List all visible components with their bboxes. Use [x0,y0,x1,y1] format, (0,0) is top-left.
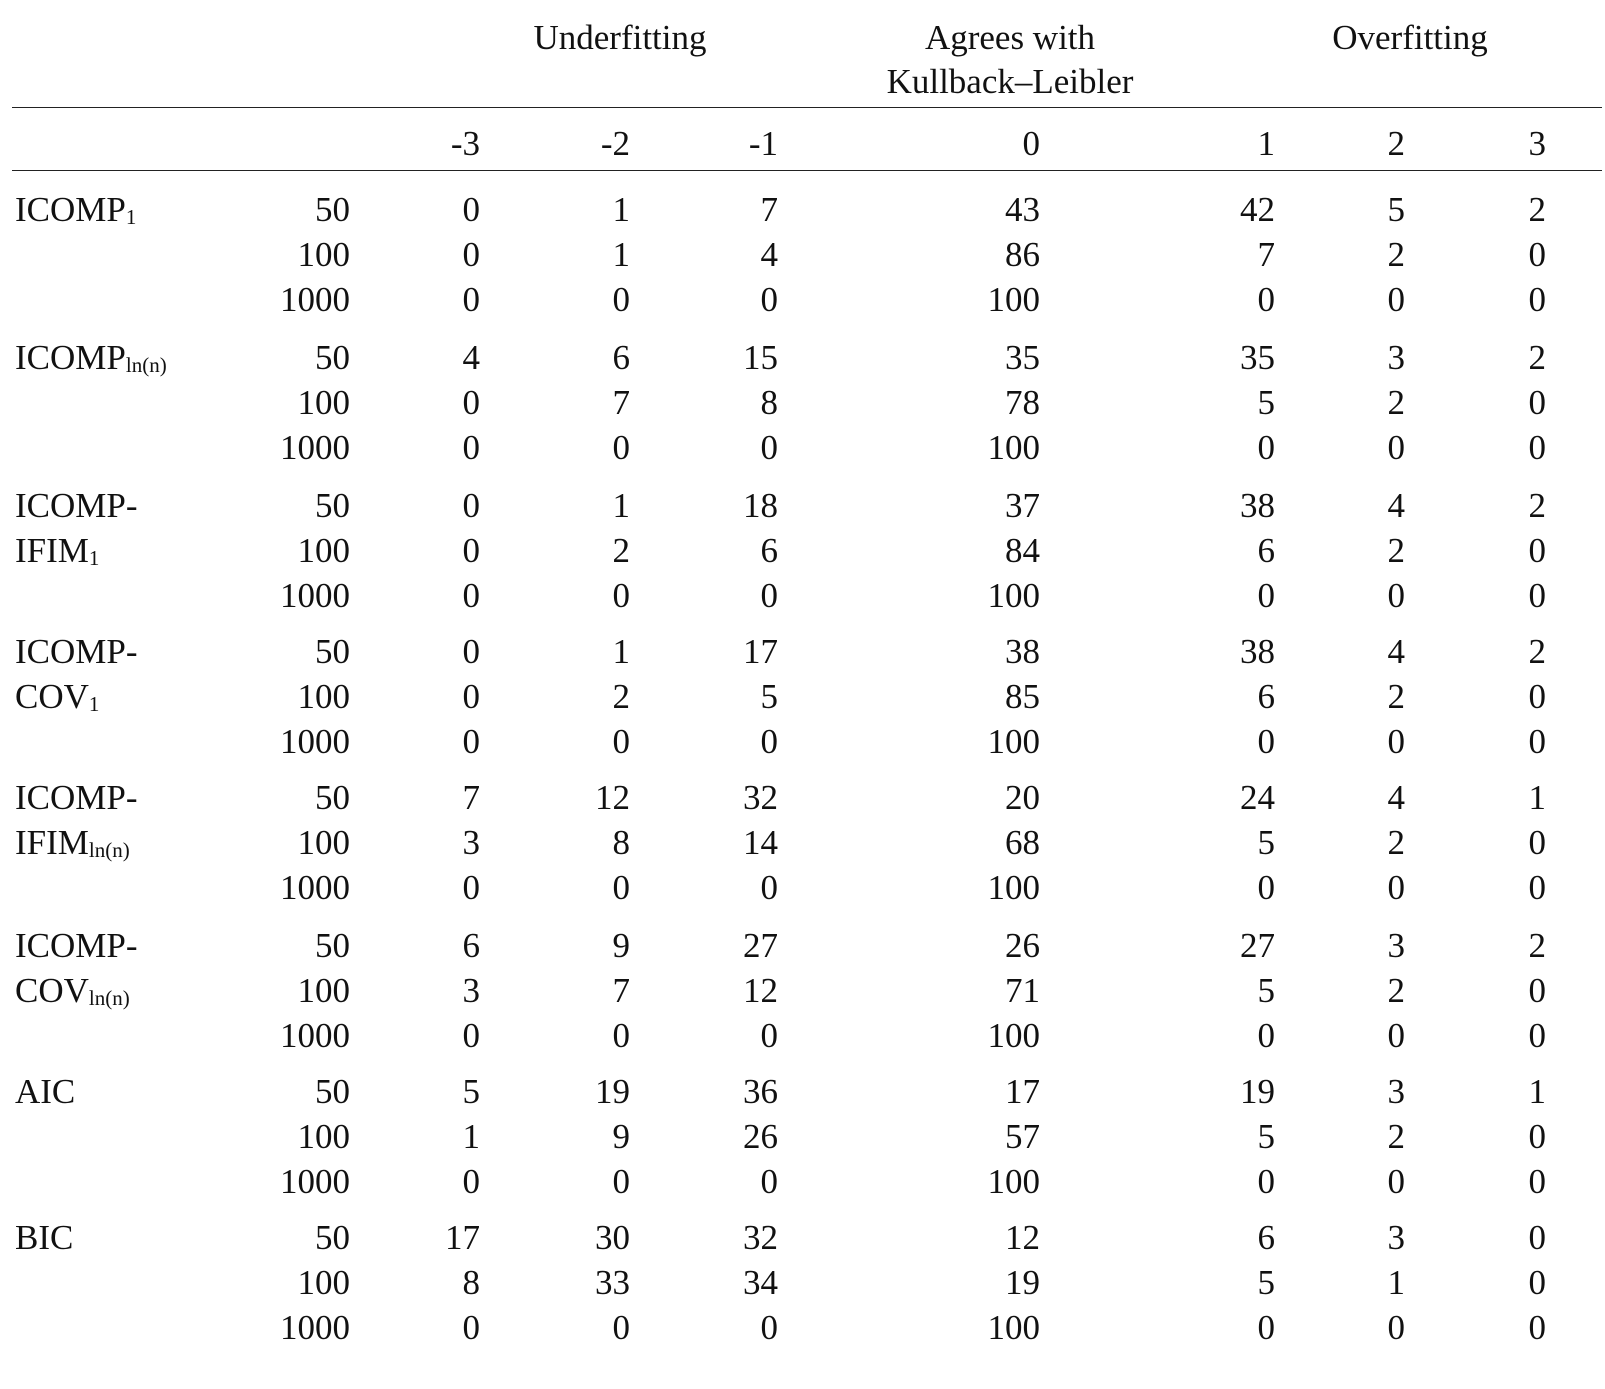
table-cell: 38 [1240,632,1275,671]
table-cell: 18 [743,486,778,525]
table-cell: 1 [612,632,630,671]
table-cell: 7 [760,190,778,229]
table-cell: 100 [987,280,1040,319]
table-cell: 4 [1387,486,1405,525]
criterion-label-main: IFIM [15,531,89,570]
criterion-label [15,190,136,237]
column-header: -2 [600,124,630,163]
table-cell: 0 [1528,280,1546,319]
table-cell: 34 [743,1263,778,1302]
table-cell: 3 [462,971,480,1010]
top-rule [12,107,1602,108]
table-cell: 6 [612,338,630,377]
table-cell: 0 [462,677,480,716]
table-cell: 0 [760,280,778,319]
table-cell: 24 [1240,778,1275,817]
criterion-label-subscript: ln(n) [88,838,130,862]
table-cell: 0 [760,576,778,615]
criterion-label-main: ICOMP- [15,632,138,671]
table-cell: 12 [1005,1218,1040,1257]
sample-size-cell: 1000 [280,280,350,319]
criterion-label-subscript: 1 [125,205,137,229]
table-cell: 0 [462,383,480,422]
criterion-label-main: ICOMP [15,338,126,377]
table-cell: 0 [1528,1016,1546,1055]
table-cell: 3 [1387,1218,1405,1257]
criterion-label-main: ICOMP- [15,926,138,965]
underfitting-header: Underfitting [533,18,707,57]
criterion-label-subscript: ln(n) [125,353,167,377]
table-cell: 42 [1240,190,1275,229]
table-cell: 71 [1005,971,1040,1010]
table-cell: 33 [595,1263,630,1302]
sample-size-cell: 50 [315,926,350,965]
table-cell: 0 [760,1016,778,1055]
table-cell: 0 [1528,383,1546,422]
table-cell: 0 [462,632,480,671]
table-cell: 0 [1257,722,1275,761]
column-header: -3 [450,124,480,163]
table-cell: 0 [462,722,480,761]
table-cell: 0 [1257,1308,1275,1347]
table-cell: 1 [612,190,630,229]
table-cell: 4 [462,338,480,377]
table-cell: 100 [987,868,1040,907]
sample-size-cell: 50 [315,338,350,377]
table-cell: 0 [1528,1162,1546,1201]
criterion-label [15,486,138,526]
table-cell: 17 [445,1218,480,1257]
criterion-label [15,632,138,672]
table-cell: 0 [612,722,630,761]
table-cell: 35 [1005,338,1040,377]
table-cell: 2 [1528,190,1546,229]
table-cell: 9 [612,1117,630,1156]
criterion-label [15,823,130,870]
table-cell: 0 [1528,722,1546,761]
table-cell: 26 [1005,926,1040,965]
table-cell: 0 [1387,1016,1405,1055]
column-header: 2 [1387,124,1405,163]
table-cell: 12 [743,971,778,1010]
table-cell: 3 [462,823,480,862]
table-cell: 2 [1387,531,1405,570]
table-cell: 0 [462,1016,480,1055]
criterion-label [15,778,138,818]
table-cell: 2 [1528,926,1546,965]
table-cell: 0 [760,428,778,467]
sample-size-cell: 50 [315,632,350,671]
sample-size-cell: 50 [315,778,350,817]
table-cell: 0 [462,190,480,229]
criterion-label-subscript: ln(n) [88,986,130,1010]
table-cell: 0 [612,280,630,319]
table-cell: 0 [1528,1117,1546,1156]
table-cell: 7 [462,778,480,817]
table-cell: 86 [1005,235,1040,274]
table-cell: 2 [612,531,630,570]
table-cell: 5 [1257,1117,1275,1156]
table-cell: 5 [760,677,778,716]
table-cell: 0 [760,1308,778,1347]
table-cell: 100 [987,428,1040,467]
sample-size-cell: 100 [297,383,350,422]
table-cell: 8 [612,823,630,862]
table-cell: 0 [1528,531,1546,570]
criterion-label [15,926,138,966]
table-cell: 5 [1257,971,1275,1010]
criterion-label-main: COV [15,677,89,716]
table-cell: 0 [1257,576,1275,615]
table-cell: 100 [987,722,1040,761]
table-cell: 38 [1005,632,1040,671]
table-cell: 85 [1005,677,1040,716]
table-cell: 7 [612,383,630,422]
table-cell: 5 [1387,190,1405,229]
table-cell: 2 [1387,971,1405,1010]
sample-size-cell: 100 [297,235,350,274]
table-cell: 0 [1528,971,1546,1010]
table-cell: 4 [760,235,778,274]
table-cell: 6 [1257,531,1275,570]
sample-size-cell: 1000 [280,1016,350,1055]
sample-size-cell: 1000 [280,868,350,907]
table-cell: 19 [1005,1263,1040,1302]
table-cell: 1 [1528,778,1546,817]
sample-size-cell: 1000 [280,1162,350,1201]
criterion-label-subscript: 1 [88,546,100,570]
criterion-label-main: BIC [15,1218,74,1257]
header-rule [12,170,1602,171]
table-cell: 0 [612,1308,630,1347]
table-cell: 1 [1528,1072,1546,1111]
table-cell: 0 [612,428,630,467]
table-cell: 20 [1005,778,1040,817]
table-cell: 0 [1257,1016,1275,1055]
table-cell: 2 [1528,632,1546,671]
sample-size-cell: 100 [297,1263,350,1302]
sample-size-cell: 50 [315,1218,350,1257]
table-cell: 0 [760,722,778,761]
table-cell: 100 [987,1162,1040,1201]
table-cell: 4 [1387,778,1405,817]
table-cell: 68 [1005,823,1040,862]
criterion-label [15,531,99,578]
sample-size-cell: 100 [297,971,350,1010]
table-cell: 0 [1257,428,1275,467]
criterion-label-main: COV [15,971,89,1010]
criterion-label-main: ICOMP- [15,778,138,817]
table-cell: 0 [1528,823,1546,862]
table-cell: 78 [1005,383,1040,422]
sample-size-cell: 100 [297,1117,350,1156]
table-cell: 6 [1257,677,1275,716]
table-cell: 5 [1257,823,1275,862]
sample-size-cell: 100 [297,823,350,862]
table-cell: 2 [1387,823,1405,862]
column-header: 3 [1528,124,1546,163]
criterion-label-subscript: 1 [88,692,100,716]
table-cell: 43 [1005,190,1040,229]
table-cell: 0 [1528,428,1546,467]
criterion-label [15,1072,75,1112]
criterion-label-main: ICOMP- [15,486,138,525]
table-cell: 1 [612,486,630,525]
table-cell: 0 [612,868,630,907]
table-cell: 84 [1005,531,1040,570]
table-cell: 1 [612,235,630,274]
criterion-label [15,677,99,724]
table-cell: 37 [1005,486,1040,525]
table-cell: 0 [1387,428,1405,467]
sample-size-cell: 1000 [280,722,350,761]
table-cell: 36 [743,1072,778,1111]
column-header: 1 [1257,124,1275,163]
table-cell: 0 [462,486,480,525]
table-cell: 2 [1528,338,1546,377]
table-cell: 14 [743,823,778,862]
table-cell: 0 [612,1162,630,1201]
table-cell: 17 [1005,1072,1040,1111]
table-cell: 0 [462,576,480,615]
table-cell: 8 [760,383,778,422]
sample-size-cell: 100 [297,531,350,570]
table-cell: 8 [462,1263,480,1302]
table-cell: 100 [987,576,1040,615]
table-cell: 0 [1528,235,1546,274]
table-cell: 17 [743,632,778,671]
criterion-label-main: IFIM [15,823,89,862]
table-cell: 0 [1387,722,1405,761]
table-cell: 0 [1528,1263,1546,1302]
table-cell: 0 [1257,868,1275,907]
table-cell: 30 [595,1218,630,1257]
table-cell: 1 [462,1117,480,1156]
table-cell: 100 [987,1308,1040,1347]
table-cell: 0 [1257,1162,1275,1201]
table-cell: 0 [1528,868,1546,907]
table-cell: 0 [462,531,480,570]
table-cell: 2 [1528,486,1546,525]
table-cell: 4 [1387,632,1405,671]
sample-size-cell: 100 [297,677,350,716]
table-cell: 0 [1528,1218,1546,1257]
table-cell: 5 [1257,1263,1275,1302]
table-cell: 0 [760,1162,778,1201]
table-cell: 0 [462,1162,480,1201]
column-header: -1 [748,124,778,163]
table-cell: 0 [462,428,480,467]
table-cell: 0 [612,576,630,615]
table-cell: 19 [1240,1072,1275,1111]
table-cell: 9 [612,926,630,965]
table-cell: 38 [1240,486,1275,525]
table-cell: 6 [1257,1218,1275,1257]
table-cell: 12 [595,778,630,817]
overfitting-header: Overfitting [1332,18,1488,57]
table-cell: 3 [1387,926,1405,965]
table-cell: 32 [743,1218,778,1257]
table-cell: 7 [1257,235,1275,274]
table-cell: 2 [1387,1117,1405,1156]
sample-size-cell: 50 [315,486,350,525]
table-cell: 0 [1528,1308,1546,1347]
criterion-label-main: AIC [15,1072,76,1111]
table-cell: 0 [1387,576,1405,615]
table-cell: 6 [462,926,480,965]
criterion-label [15,1218,73,1258]
table-cell: 7 [612,971,630,1010]
table-cell: 26 [743,1117,778,1156]
sample-size-cell: 1000 [280,1308,350,1347]
sample-size-cell: 1000 [280,576,350,615]
table-cell: 100 [987,1016,1040,1055]
table-cell: 0 [1387,868,1405,907]
sample-size-cell: 50 [315,1072,350,1111]
table-cell: 27 [743,926,778,965]
agrees-with-header: Agrees with [924,18,1096,57]
table-cell: 0 [1528,677,1546,716]
table-cell: 19 [595,1072,630,1111]
table-cell: 0 [1528,576,1546,615]
table-cell: 0 [612,1016,630,1055]
table-cell: 35 [1240,338,1275,377]
table-cell: 2 [1387,235,1405,274]
table-cell: 0 [760,868,778,907]
table-cell: 32 [743,778,778,817]
table-cell: 2 [1387,383,1405,422]
table-cell: 2 [1387,677,1405,716]
table-cell: 0 [1257,280,1275,319]
table-cell: 0 [1387,1162,1405,1201]
table-cell: 2 [612,677,630,716]
table-cell: 15 [743,338,778,377]
sample-size-cell: 50 [315,190,350,229]
kullback-leibler-header: Kullback–Leibler [886,62,1134,101]
table-cell: 0 [1387,280,1405,319]
criterion-label [15,338,167,385]
table-cell: 3 [1387,338,1405,377]
criterion-label-main: ICOMP [15,190,126,229]
table-cell: 6 [760,531,778,570]
table-cell: 0 [462,235,480,274]
table-cell: 3 [1387,1072,1405,1111]
table-cell: 0 [462,868,480,907]
table-cell: 57 [1005,1117,1040,1156]
table-cell: 0 [462,280,480,319]
table-cell: 0 [1387,1308,1405,1347]
table-cell: 0 [462,1308,480,1347]
table-cell: 5 [462,1072,480,1111]
column-header: 0 [1022,124,1040,163]
table-cell: 27 [1240,926,1275,965]
sample-size-cell: 1000 [280,428,350,467]
table-cell: 5 [1257,383,1275,422]
criterion-label [15,971,130,1018]
table-cell: 1 [1387,1263,1405,1302]
